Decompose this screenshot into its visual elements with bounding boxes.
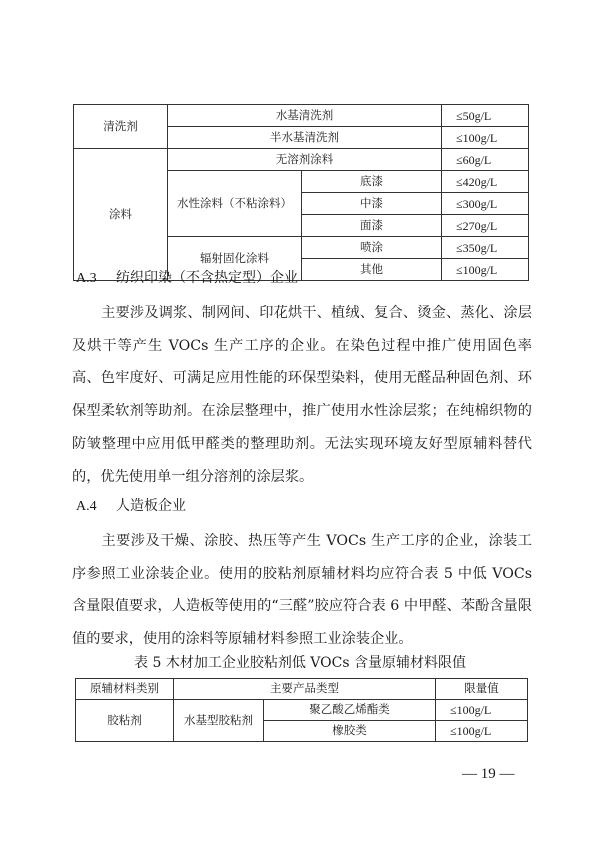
limit-cell: ≤50g/L [442, 105, 529, 127]
paragraph-text: 主要涉及调浆、制网间、印花烘干、植绒、复合、烫金、蒸化、涂层及烘干等产生 VOCs 生产工序的企业。在染色过程中推广使用固色率高、色牢度好、可满足应用性能的环保型染料，使用无醛品种固色剂、环保型柔软剂等助剂。在涂层整理中，推广使用水性涂层浆；在纯棉织物的防皱整理中应用低甲醛类的整理助剂。无法实现环境友好型原辅料替代的，优先使用单一组分溶剂的涂层浆。 [72, 305, 532, 485]
table-row [74, 105, 529, 127]
type-cell: 无溶剂涂料 [168, 149, 442, 171]
limit-cell: ≤60g/L [442, 149, 529, 171]
subtype-cell: 聚乙酸乙烯酯类 [264, 700, 436, 721]
header-cell: 主要产品类型 [174, 679, 436, 700]
limit-cell: ≤350g/L [442, 237, 529, 259]
header-cell: 原辅材料类别 [76, 679, 174, 700]
type-cell: 水基清洗剂 [168, 105, 442, 127]
section-a4-paragraph [72, 525, 532, 656]
header-cell: 限量值 [436, 679, 528, 700]
limit-cell: ≤270g/L [442, 215, 529, 237]
table-row [76, 700, 528, 721]
subtype-cell: 喷涂 [302, 237, 442, 259]
limit-cell: ≤100g/L [436, 721, 528, 742]
subtype-cell: 其他 [302, 259, 442, 281]
section-a3-paragraph [72, 297, 532, 493]
category-cell: 涂料 [74, 149, 168, 281]
section-title: 人造板企业 [116, 498, 186, 514]
type-cell: 水基型胶粘剂 [174, 700, 264, 742]
limit-cell: ≤300g/L [442, 193, 529, 215]
type-cell: 半水基清洗剂 [168, 127, 442, 149]
limit-cell: ≤100g/L [442, 259, 529, 281]
section-a4-heading [76, 499, 186, 514]
category-cell: 清洗剂 [74, 105, 168, 149]
limit-cell: ≤100g/L [442, 127, 529, 149]
limit-cell: ≤420g/L [442, 171, 529, 193]
section-number: A.4 [76, 499, 97, 514]
section-title: 纺织印染（不含热定型）企业 [116, 270, 298, 286]
subtype-cell: 底漆 [302, 171, 442, 193]
category-cell: 胶粘剂 [76, 700, 174, 742]
table5-caption: 表 5 木材加工企业胶粘剂低 VOCs 含量原辅材料限值 [134, 655, 466, 671]
subtype-cell: 橡胶类 [264, 721, 436, 742]
table-row [74, 149, 529, 171]
table-header-row [76, 679, 528, 700]
page-number: — 19 — [462, 766, 515, 782]
section-a3-heading [76, 271, 298, 286]
type-cell: 辐射固化涂料 [168, 237, 302, 281]
limit-cell: ≤100g/L [436, 700, 528, 721]
type-cell: 水性涂料（不粘涂料） [168, 171, 302, 237]
subtype-cell: 面漆 [302, 215, 442, 237]
subtype-cell: 中漆 [302, 193, 442, 215]
table5 [75, 678, 528, 742]
voc-limits-table [73, 104, 529, 281]
section-number: A.3 [76, 271, 97, 286]
paragraph-text: 主要涉及干燥、涂胶、热压等产生 VOCs 生产工序的企业，涂装工序参照工业涂装企业。使用的胶粘剂原辅材料均应符合表 5 中低 VOCs 含量限值要求，人造板等使用的“三醛”胶应符合表 6 中甲醛、苯酚含量限值的要求，使用的涂料等原辅材料参照工业涂装企业。 [72, 533, 532, 648]
